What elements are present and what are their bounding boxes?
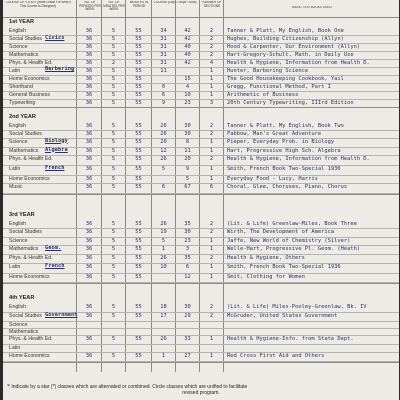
cell-days: 5 bbox=[111, 176, 116, 182]
row-rule bbox=[3, 344, 399, 345]
cell-periods: 36 bbox=[85, 156, 93, 162]
cell-girls: 8 bbox=[185, 139, 190, 145]
cell-days: 5 bbox=[111, 139, 116, 145]
year-title: 4th YEAR bbox=[9, 295, 35, 301]
textbook-entry: Gregg, Functional Method, Part I bbox=[227, 83, 331, 90]
cell-periods: 36 bbox=[85, 304, 93, 310]
cell-sec: 4 bbox=[209, 59, 214, 66]
cell-periods: 36 bbox=[85, 274, 93, 280]
cell-boys: 0 bbox=[161, 83, 166, 90]
cell-min: 55 bbox=[135, 131, 142, 137]
footnote-asterisk: * bbox=[7, 384, 10, 390]
subject-override: Biology bbox=[45, 137, 68, 144]
textbook-entry: Health & Hygiene, Others bbox=[227, 255, 305, 261]
subject-override: French bbox=[45, 262, 65, 269]
textbook-entry: Arithmetic of Business bbox=[227, 91, 299, 98]
cell-sec: 1 bbox=[209, 238, 214, 244]
subject-label: English bbox=[9, 304, 27, 310]
cell-sec: 6 bbox=[209, 184, 214, 190]
cell-boys: 1 bbox=[161, 246, 166, 252]
subject-label: Social Studies bbox=[9, 229, 42, 235]
cell-boys: 31 bbox=[160, 43, 167, 50]
cell-min: 55 bbox=[135, 246, 142, 252]
cell-boys: 20 bbox=[160, 139, 167, 145]
cell-days: 5 bbox=[111, 43, 116, 50]
textbook-entry: Welle-Hart, Progressive Pl. Geom. (Heath) bbox=[227, 246, 361, 252]
cell-sec: 1 bbox=[209, 83, 214, 90]
cell-sec: 1 bbox=[209, 176, 214, 182]
textbook-entry: Smit, Clothing for Women bbox=[227, 274, 305, 280]
year-rule bbox=[3, 362, 399, 363]
year-rule bbox=[3, 283, 399, 284]
cell-min: 55 bbox=[135, 43, 142, 50]
cell-days: 5 bbox=[111, 91, 116, 98]
textbook-entry: Smith, French Book Two-Special 1936 bbox=[227, 166, 341, 172]
cell-periods: 36 bbox=[85, 229, 93, 235]
textbook-entry: Hughes, Building Citizenship (Allyn) bbox=[227, 36, 344, 42]
textbook-entry: Fabbow, Man's Great Adventure bbox=[227, 131, 322, 137]
cell-periods: 36 bbox=[85, 91, 93, 98]
subject-label: English bbox=[9, 123, 27, 129]
textbook-entry: Wirth, The Development of America bbox=[227, 229, 335, 235]
cell-boys: 6 bbox=[161, 184, 166, 190]
cell-min: 55 bbox=[135, 264, 142, 270]
cell-periods: 36 bbox=[85, 184, 93, 190]
year-title: 2nd YEAR bbox=[9, 114, 36, 120]
subject-label: Latin bbox=[9, 166, 21, 172]
cell-sec: 1 bbox=[209, 246, 214, 252]
cell-min: 55 bbox=[135, 51, 142, 58]
cell-min: 55 bbox=[135, 59, 142, 66]
cell-min: 55 bbox=[135, 123, 142, 129]
cell-boys: 17 bbox=[160, 313, 167, 319]
subject-override: Barbering bbox=[45, 66, 75, 72]
cell-girls: 35 bbox=[184, 221, 191, 227]
cell-boys: 31 bbox=[160, 59, 167, 66]
cell-boys: 26 bbox=[160, 255, 167, 261]
textbook-entry: Hood & Carpenter, Our Environment (Allyn) bbox=[227, 43, 361, 50]
cell-days: 5 bbox=[111, 255, 116, 261]
cell-min: 55 bbox=[135, 83, 142, 90]
cell-sec: 2 bbox=[209, 255, 214, 261]
cell-sec: 2 bbox=[209, 43, 214, 50]
cell-boys: 9 bbox=[161, 99, 166, 106]
subject-label: Social Studies bbox=[9, 313, 42, 319]
cell-periods: 36 bbox=[85, 36, 93, 42]
textbook-entry: Choral, Glee, Choruses, Piano, Chorus bbox=[227, 184, 348, 190]
textbook-entry: (Lit. & Life) Greenlaw-Miles, Book Three bbox=[227, 221, 357, 227]
subject-label: Latin bbox=[9, 345, 21, 351]
form-header bbox=[3, 0, 399, 17]
cell-days: 5 bbox=[111, 264, 116, 270]
cell-sec: 2 bbox=[209, 36, 214, 42]
subject-override: Civics bbox=[45, 34, 65, 41]
footnote-line-2: revised program. bbox=[182, 390, 220, 396]
cell-periods: 36 bbox=[85, 166, 93, 172]
subject-label: English bbox=[9, 221, 27, 227]
cell-days: 5 bbox=[111, 156, 116, 162]
cell-sec: 1 bbox=[209, 353, 214, 359]
row-rule bbox=[3, 328, 399, 329]
textbook-entry: Pieper, Everyday Prob. in Biology bbox=[227, 139, 335, 145]
subject-label: General Business bbox=[9, 91, 50, 98]
cell-days: 5 bbox=[111, 353, 116, 359]
cell-min: 55 bbox=[135, 238, 142, 244]
cell-days: 5 bbox=[111, 313, 116, 319]
textbook-entry: McGruder, United States Government bbox=[227, 313, 338, 319]
cell-periods: 36 bbox=[85, 43, 93, 50]
cell-days: 5 bbox=[111, 238, 116, 244]
subject-label: Home Economics bbox=[9, 353, 50, 359]
year-rule bbox=[3, 194, 399, 195]
cell-min: 55 bbox=[135, 184, 142, 190]
cell-days: 5 bbox=[111, 131, 116, 137]
cell-boys: 26 bbox=[160, 336, 167, 342]
header-course: COURSE (Days / Boys / Girls) bbox=[153, 1, 197, 4]
textbook-entry: Everyday Food - Lucy, Harris bbox=[227, 176, 318, 182]
cell-periods: 36 bbox=[85, 176, 93, 182]
cell-periods: 36 bbox=[85, 131, 93, 137]
footer-note bbox=[7, 384, 395, 396]
subject-label: Phys. & Health Ed. bbox=[9, 59, 53, 66]
cell-min: 55 bbox=[135, 255, 142, 261]
cell-sec: 1 bbox=[209, 139, 214, 145]
cell-boys: 18 bbox=[160, 304, 167, 310]
textbook-entry: Health & Hygiene-Info. from State Dept. bbox=[227, 336, 354, 342]
subject-label: Phys. & Health Ed. bbox=[9, 156, 53, 162]
cell-girls: 30 bbox=[184, 229, 191, 235]
cell-min: 55 bbox=[135, 91, 142, 98]
textbook-entry: Health & Hygiene, Information from Health D. bbox=[227, 156, 370, 162]
cell-periods: 36 bbox=[85, 99, 93, 106]
subject-label: Social Studies bbox=[9, 131, 42, 137]
cell-periods: 36 bbox=[85, 148, 93, 154]
cell-boys: 6 bbox=[161, 91, 166, 98]
year-rule bbox=[3, 107, 399, 108]
cell-days: 5 bbox=[111, 336, 116, 342]
cell-girls: 23 bbox=[184, 99, 191, 106]
cell-boys: 12 bbox=[160, 148, 167, 154]
textbook-entry: Hart-Gregory-Schult, Math. in Daily Use bbox=[227, 51, 354, 58]
subject-override: Geom. bbox=[45, 244, 62, 251]
cell-periods: 36 bbox=[85, 139, 93, 145]
cell-min: 55 bbox=[135, 229, 142, 235]
cell-girls: 15 bbox=[184, 75, 191, 82]
textbook-entry: The Good Housekeeping Cookbook, Yail bbox=[227, 75, 344, 82]
header-sections: NUMBER OF SECTIONS bbox=[202, 1, 222, 8]
cell-boys: 26 bbox=[160, 156, 167, 162]
cell-girls: 30 bbox=[184, 123, 191, 129]
cell-boys: 31 bbox=[160, 51, 167, 58]
cell-periods: 36 bbox=[85, 51, 93, 58]
subject-label: Mathematics bbox=[9, 51, 39, 58]
cell-sec: 1 bbox=[209, 148, 214, 154]
cell-girls: 9 bbox=[185, 166, 190, 172]
cell-periods: 36 bbox=[85, 336, 93, 342]
year-title: 1st YEAR bbox=[9, 19, 35, 25]
cell-girls: 30 bbox=[184, 131, 191, 137]
cell-boys: 34 bbox=[160, 28, 167, 34]
cell-min: 55 bbox=[135, 28, 142, 34]
header-periods: NO. OF PERIODS PER WEEK bbox=[79, 1, 101, 12]
cell-boys: 26 bbox=[160, 123, 167, 129]
header-rule bbox=[3, 17, 399, 18]
cell-min: 55 bbox=[135, 304, 142, 310]
cell-girls: 33 bbox=[184, 336, 191, 342]
textbook-entry: Smith, French Book Two-Special 1936 bbox=[227, 264, 341, 270]
cell-sec: 2 bbox=[209, 229, 214, 235]
cell-girls: 5 bbox=[185, 176, 190, 182]
cell-sec: 2 bbox=[209, 28, 214, 34]
cell-girls: 4 bbox=[185, 83, 190, 90]
cell-sec: 1 bbox=[209, 336, 214, 342]
cell-boys: 31 bbox=[160, 36, 167, 42]
cell-periods: 36 bbox=[85, 123, 93, 129]
cell-days: 5 bbox=[111, 246, 116, 252]
subject-label: Latin bbox=[9, 67, 21, 74]
cell-girls: 30 bbox=[184, 304, 191, 310]
cell-sec: 2 bbox=[209, 156, 214, 162]
subject-label: Mathematics bbox=[9, 148, 39, 154]
cell-sec: 1 bbox=[209, 67, 214, 74]
cell-girls: 40 bbox=[184, 51, 191, 58]
subject-label: Typewriting bbox=[9, 99, 36, 106]
cell-min: 55 bbox=[135, 336, 142, 342]
subject-label: Home Economics bbox=[9, 176, 50, 182]
cell-min: 55 bbox=[135, 166, 142, 172]
cell-girls: 42 bbox=[184, 28, 191, 34]
subject-label: Social Studies bbox=[9, 36, 42, 42]
cell-days: 5 bbox=[111, 166, 116, 172]
cell-days: 5 bbox=[111, 221, 116, 227]
cell-days: 5 bbox=[111, 304, 116, 310]
cell-periods: 36 bbox=[85, 28, 93, 34]
textbook-entry: Tanner & Platt, My English, Book Two bbox=[227, 123, 344, 129]
cell-min: 55 bbox=[135, 99, 142, 106]
cell-periods: 36 bbox=[85, 264, 93, 270]
cell-girls: 29 bbox=[184, 313, 191, 319]
cell-sec: 2 bbox=[209, 304, 214, 310]
cell-boys: 5 bbox=[161, 166, 166, 172]
cell-periods: 36 bbox=[85, 313, 93, 319]
cell-days: 5 bbox=[111, 123, 116, 129]
subject-override: French bbox=[45, 164, 65, 171]
cell-min: 55 bbox=[135, 36, 142, 42]
cell-days: 5 bbox=[111, 75, 116, 82]
cell-periods: 36 bbox=[85, 246, 93, 252]
subject-label: Phys. & Health Ed. bbox=[9, 255, 53, 261]
subject-label: Science bbox=[9, 238, 28, 244]
subject-override: Algebra bbox=[45, 146, 68, 153]
cell-days: 5 bbox=[111, 229, 116, 235]
subject-label: Latin bbox=[9, 264, 21, 270]
cell-girls: 20 bbox=[184, 156, 191, 162]
textbook-entry: Tanner & Platt, My English, Book One bbox=[227, 28, 344, 34]
cell-sec: 2 bbox=[209, 51, 214, 58]
cell-boys: 26 bbox=[160, 131, 167, 137]
subject-label: Phys. & Health Ed. bbox=[9, 336, 53, 342]
cell-days: 5 bbox=[111, 28, 116, 34]
cell-days: 2 bbox=[111, 59, 116, 66]
subject-label: Mathematics bbox=[9, 246, 39, 252]
cell-girls: 12 bbox=[184, 274, 191, 280]
cell-min: 55 bbox=[135, 353, 142, 359]
cell-min: 55 bbox=[135, 274, 142, 280]
cell-min: 55 bbox=[135, 176, 142, 182]
cell-girls: 3 bbox=[185, 246, 190, 252]
cell-days: 5 bbox=[111, 67, 116, 74]
year-title: 3rd YEAR bbox=[9, 212, 35, 218]
cell-boys: 10 bbox=[160, 264, 167, 270]
cell-min: 55 bbox=[135, 313, 142, 319]
cell-sec: 2 bbox=[209, 123, 214, 129]
textbook-entry: Red Cross First Aid and Others bbox=[227, 353, 325, 359]
header-textbooks: BASIC TEXTBOOKS USED bbox=[292, 6, 332, 9]
course-of-study-form bbox=[3, 0, 399, 400]
cell-girls: 27 bbox=[184, 353, 191, 359]
cell-boys: 5 bbox=[161, 238, 166, 244]
cell-girls: 42 bbox=[184, 36, 191, 42]
cell-periods: 36 bbox=[85, 75, 93, 82]
textbook-entry: Hunter, Barbering Science bbox=[227, 67, 309, 74]
cell-girls: 10 bbox=[184, 91, 191, 98]
textbook-entry: 20th Century Typewriting, IIIrd Edition bbox=[227, 99, 354, 106]
textbook-entry: Jaffe, New World of Chemistry (Silver) bbox=[227, 238, 351, 244]
cell-sec: 1 bbox=[209, 75, 214, 82]
cell-min: 55 bbox=[135, 75, 142, 82]
column-rule bbox=[223, 0, 224, 372]
cell-days: 5 bbox=[111, 274, 116, 280]
cell-min: 55 bbox=[135, 67, 142, 74]
cell-sec: 1 bbox=[209, 274, 214, 280]
cell-periods: 36 bbox=[85, 221, 93, 227]
cell-min: 55 bbox=[135, 139, 142, 145]
subject-override: Government bbox=[45, 311, 78, 318]
subject-label: Music bbox=[9, 184, 23, 190]
subject-label: Home Economics bbox=[9, 75, 50, 82]
cell-girls: 6 bbox=[185, 264, 190, 270]
row-rule bbox=[3, 321, 399, 322]
subject-label: Shorthand bbox=[9, 83, 33, 90]
subject-label: Science bbox=[9, 43, 28, 50]
subject-label: Science bbox=[9, 139, 28, 145]
cell-girls: 11 bbox=[184, 148, 191, 154]
subject-label: Science bbox=[9, 322, 28, 328]
cell-boys: 26 bbox=[160, 221, 167, 227]
header-week-day: NO. OF MINUTES PER WEEK bbox=[103, 1, 125, 12]
subject-label: Mathematics bbox=[9, 329, 39, 335]
cell-sec: 3 bbox=[209, 99, 214, 106]
cell-days: 5 bbox=[111, 36, 116, 42]
cell-boys: 19 bbox=[160, 229, 167, 235]
textbook-entry: Health & Hygiene, Information from Health D. bbox=[227, 59, 370, 66]
cell-sec: 2 bbox=[209, 221, 214, 227]
cell-periods: 36 bbox=[85, 67, 93, 74]
cell-girls: 35 bbox=[184, 255, 191, 261]
cell-min: 55 bbox=[135, 148, 142, 154]
cell-periods: 36 bbox=[85, 59, 93, 66]
cell-girls: 40 bbox=[184, 43, 191, 50]
cell-girls: 42 bbox=[184, 59, 191, 66]
cell-periods: 36 bbox=[85, 238, 93, 244]
cell-days: 5 bbox=[111, 148, 116, 154]
subject-label: Home Economics bbox=[9, 274, 50, 280]
cell-sec: 2 bbox=[209, 131, 214, 137]
cell-girls: 23 bbox=[184, 238, 191, 244]
cell-sec: 1 bbox=[209, 91, 214, 98]
cell-days: 5 bbox=[111, 83, 116, 90]
cell-days: 5 bbox=[111, 99, 116, 106]
cell-sec: 2 bbox=[209, 313, 214, 319]
textbook-entry: (Lit. & Life) Miles-Pooley-Greenlaw, Bk. IV bbox=[227, 304, 367, 310]
cell-periods: 36 bbox=[85, 83, 93, 90]
cell-periods: 36 bbox=[85, 255, 93, 261]
cell-periods: 36 bbox=[85, 353, 93, 359]
cell-sec: 1 bbox=[209, 264, 214, 270]
header-minutes: MINUTES IN PERIOD bbox=[129, 1, 149, 8]
cell-boys: 11 bbox=[160, 67, 167, 74]
subject-label: English bbox=[9, 28, 27, 34]
cell-min: 55 bbox=[135, 156, 142, 162]
cell-girls: 67 bbox=[184, 184, 191, 190]
cell-boys: 1 bbox=[161, 353, 166, 359]
cell-days: 5 bbox=[111, 184, 116, 190]
cell-days: 5 bbox=[111, 51, 116, 58]
cell-sec: 1 bbox=[209, 166, 214, 172]
footnote-line-1: Indicate by a star (*) classes which are alternated or combined. Circle classes which are unified to facilitate bbox=[11, 384, 248, 390]
textbook-entry: Hart, Progressive High Sch. Algebra bbox=[227, 148, 341, 154]
cell-min: 55 bbox=[135, 221, 142, 227]
header-subject: COURSE OF STUDY (Write Grade For Which This Course Is Designed) bbox=[5, 1, 71, 8]
